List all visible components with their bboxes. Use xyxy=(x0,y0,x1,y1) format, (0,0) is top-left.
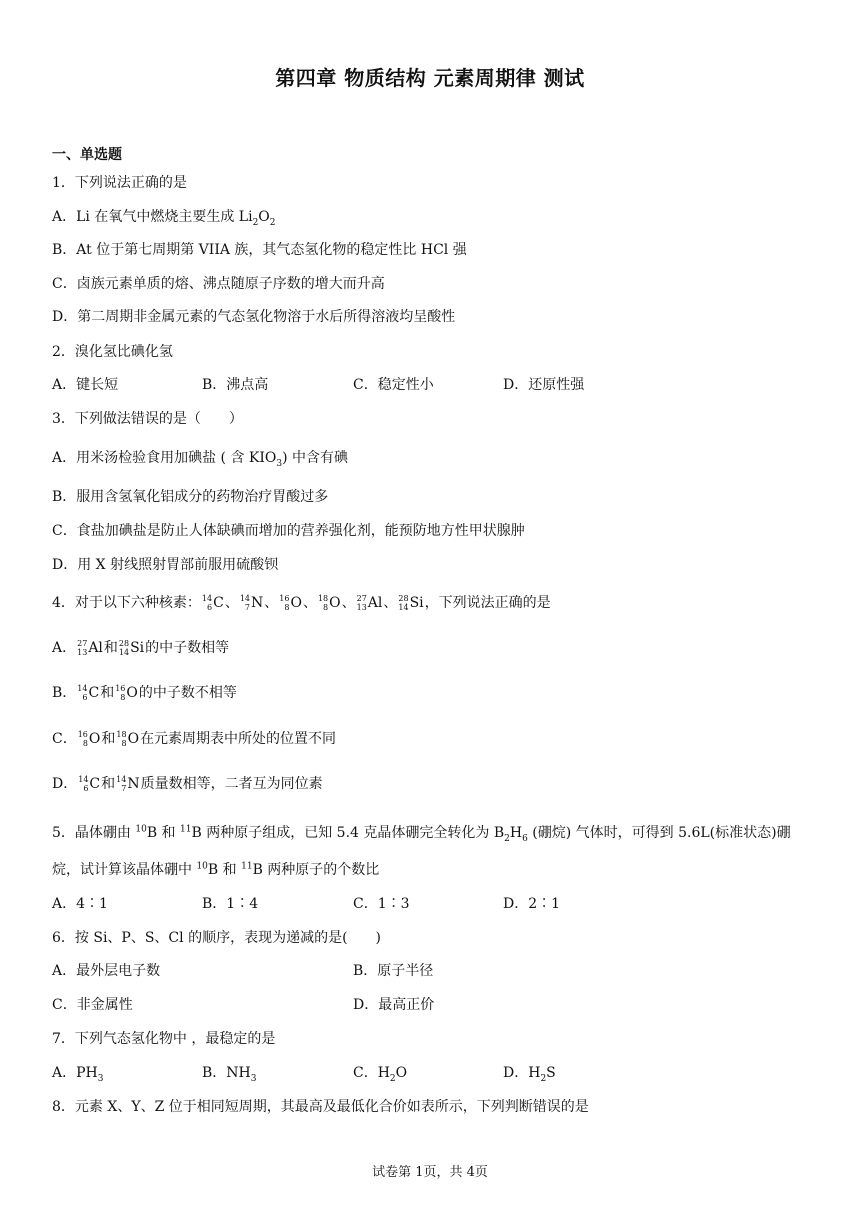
nuclide-slot xyxy=(118,640,145,656)
question-5-stem-line-2: 烷，试计算该晶体硼中 $^{10}$B 和 $^{11}$B 两种原子的个数比 xyxy=(52,861,380,878)
question-2-option-b: B．沸点高 xyxy=(202,377,269,393)
nuclide-mass-number: 14 xyxy=(116,775,127,784)
nuclide-mass-number: 14 xyxy=(77,684,88,693)
nuclide-symbol xyxy=(116,730,139,748)
question-3-option-a: A．用米汤检验食用加碘盐 ( 含 $KIO_3$) 中含有碘 xyxy=(52,450,349,469)
question-3-option-d: D．用 X 射线照射胃部前服用硫酸钡 xyxy=(52,557,279,573)
nuclide-separator: 、 xyxy=(224,595,239,611)
question-4-option-c: C． 16 8 O 和 18 8 O 在元素周期表中所处的位置不同 xyxy=(52,730,337,748)
nuclide-mass-number: 14 xyxy=(201,594,213,603)
question-3-stem: 3．下列做法错误的是（ ） xyxy=(52,411,243,427)
nuclide-atomic-number: 8 xyxy=(284,603,290,612)
nuclide-slot xyxy=(77,731,102,747)
nuclide-symbol xyxy=(78,730,101,748)
nuclide-separator: 、 xyxy=(302,595,317,611)
question-7-option-d: D．$H_2S$ xyxy=(503,1065,556,1084)
question-2-option-d: D．还原性强 xyxy=(503,377,585,393)
nuclide-element: N xyxy=(251,595,264,611)
question-5-option-d: D．2∶1 xyxy=(503,896,561,912)
question-6-stem: 6．按 Si、P、S、Cl 的顺序，表现为递减的是( ) xyxy=(52,930,381,946)
nuclide-element: O xyxy=(329,595,341,611)
nuclide-element: Al xyxy=(88,640,103,656)
question-7-option-a: A．$PH_3$ xyxy=(52,1065,104,1084)
question-8-stem: 8．元素 X、Y、Z 位于相同短周期，其最高及最低化合价如表所示，下列判断错误的是 xyxy=(52,1099,589,1115)
nuclide-slot xyxy=(77,776,101,792)
nuclide-element: O xyxy=(290,595,302,611)
question-6-option-d: D．最高正价 xyxy=(353,997,435,1013)
question-7-option-c: C．$H_2O$ xyxy=(353,1065,408,1084)
nuclide-separator: 、 xyxy=(264,595,279,611)
nuclide-symbol xyxy=(279,594,302,612)
question-1-option-b: B．At 位于第七周期第 VIIA 族，其气态氢化物的稳定性比 HCl 强 xyxy=(52,242,467,258)
nuclide-mass-number: 18 xyxy=(317,594,329,603)
nuclide-symbol xyxy=(357,594,383,612)
nuclide-mass-number: 27 xyxy=(356,594,367,603)
nuclide-mass-number: 16 xyxy=(77,730,88,739)
nuclide-slot xyxy=(114,685,139,701)
nuclide-symbol xyxy=(78,775,100,793)
nuclide-symbol xyxy=(119,639,144,657)
nuclide-element: O xyxy=(126,685,138,701)
nuclide-atomic-number: 8 xyxy=(120,693,126,702)
question-4-option-b: B． 14 6 C 和 16 8 O 的中子数不相等 xyxy=(52,684,237,702)
nuclide-element: O xyxy=(127,731,140,747)
nuclide-atomic-number: 14 xyxy=(118,648,130,657)
nuclide-mass-number: 18 xyxy=(116,730,127,739)
question-1-option-a: A．Li 在氧气中燃烧主要生成 $Li_2O_2$ xyxy=(52,209,276,228)
nuclide-atomic-number: 8 xyxy=(323,603,329,612)
question-5-option-b: B．1∶4 xyxy=(202,896,259,912)
question-4-stem: 4．对于以下六种核素： 14 6 C 、 14 7 N 、 16 8 O 、 18 8 O 、 27 13 Al 、 28 14 Si ，下列说法正确的是 xyxy=(52,594,551,612)
question-6-option-b: B．原子半径 xyxy=(353,963,434,979)
question-3-option-c: C．食盐加碘盐是防止人体缺碘而增加的营养强化剂，能预防地方性甲状腺肿 xyxy=(52,523,525,539)
question-1-option-d: D．第二周期非金属元素的气态氢化物溶于水后所得溶液均呈酸性 xyxy=(52,309,456,325)
question-6-option-c: C．非金属性 xyxy=(52,997,133,1013)
nuclide-element: C xyxy=(213,595,224,611)
nuclide-symbol xyxy=(202,594,224,612)
nuclide-symbol xyxy=(115,684,138,702)
question-6-option-a: A．最外层电子数 xyxy=(52,963,161,979)
question-4-option-d: D． 14 6 C 和 14 7 N 质量数相等，二者互为同位素 xyxy=(52,775,323,793)
nuclide-atomic-number: 7 xyxy=(244,603,251,612)
nuclide-slot xyxy=(115,731,140,747)
nuclide-element: C xyxy=(89,776,101,792)
nuclide-atomic-number: 14 xyxy=(398,603,409,612)
nuclide-atomic-number: 6 xyxy=(83,784,89,793)
question-7-option-b: B．$NH_3$ xyxy=(202,1065,257,1084)
question-1-option-c: C．卤族元素单质的熔、沸点随原子序数的增大而升高 xyxy=(52,276,385,292)
question-1-stem: 1．下列说法正确的是 xyxy=(52,175,187,191)
nuclide-mass-number: 27 xyxy=(77,639,88,648)
nuclide-atomic-number: 6 xyxy=(82,693,88,702)
nuclide-mass-number: 14 xyxy=(78,775,89,784)
nuclide-symbol xyxy=(77,639,103,657)
question-5-option-c: C．1∶3 xyxy=(353,896,410,912)
nuclide-slot xyxy=(76,640,104,656)
page-title: 第四章 物质结构 元素周期律 测试 xyxy=(275,66,585,90)
nuclide-element: O xyxy=(88,731,101,747)
nuclide-element: Si xyxy=(130,640,145,656)
nuclide-list xyxy=(201,595,425,611)
nuclide-element: N xyxy=(127,776,140,792)
question-5-option-a: A．4∶1 xyxy=(52,896,108,912)
nuclide-symbol xyxy=(77,684,99,702)
nuclide-mass-number: 16 xyxy=(115,684,126,693)
nuclide-atomic-number: 7 xyxy=(121,784,127,793)
nuclide-atomic-number: 8 xyxy=(82,739,88,748)
nuclide-mass-number: 14 xyxy=(239,594,251,603)
nuclide-element: C xyxy=(88,685,100,701)
nuclide-separator: 、 xyxy=(341,595,356,611)
question-2-option-c: C．稳定性小 xyxy=(353,377,434,393)
nuclide-atomic-number: 6 xyxy=(207,603,213,612)
nuclide-slot xyxy=(115,776,140,792)
nuclide-element: Si xyxy=(409,595,424,611)
nuclide-atomic-number: 13 xyxy=(77,648,88,657)
question-7-stem: 7．下列气态氢化物中 ，最稳定的是 xyxy=(52,1031,276,1047)
nuclide-symbol xyxy=(116,775,139,793)
nuclide-slot xyxy=(76,685,100,701)
page-footer: 试卷第 1页，共 4页 xyxy=(372,1165,488,1180)
question-2-stem: 2．溴化氢比碘化氢 xyxy=(52,344,173,360)
nuclide-element: Al xyxy=(367,595,383,611)
nuclide-symbol xyxy=(240,594,263,612)
nuclide-symbol xyxy=(318,594,341,612)
section-heading: 一、单选题 xyxy=(52,147,122,163)
question-4-option-a: A． 27 13 Al 和 28 14 Si 的中子数相等 xyxy=(52,639,230,657)
nuclide-mass-number: 28 xyxy=(398,594,409,603)
nuclide-atomic-number: 13 xyxy=(356,603,367,612)
nuclide-mass-number: 16 xyxy=(279,594,290,603)
nuclide-atomic-number: 8 xyxy=(121,739,127,748)
nuclide-separator: 、 xyxy=(383,595,398,611)
question-3-option-b: B．服用含氢氧化铝成分的药物治疗胃酸过多 xyxy=(52,489,329,505)
question-5-stem-line-1: 5．晶体硼由 $^{10}$B 和 $^{11}$B 两种原子组成，已知 5.4 克晶体硼完全转化为 $B_2H_6$ (硼烷) 气体时，可得到 5.6L(标准状态)硼 xyxy=(52,824,791,844)
question-2-option-a: A．键长短 xyxy=(52,377,119,393)
nuclide-mass-number: 28 xyxy=(118,639,130,648)
nuclide-symbol xyxy=(398,594,423,612)
